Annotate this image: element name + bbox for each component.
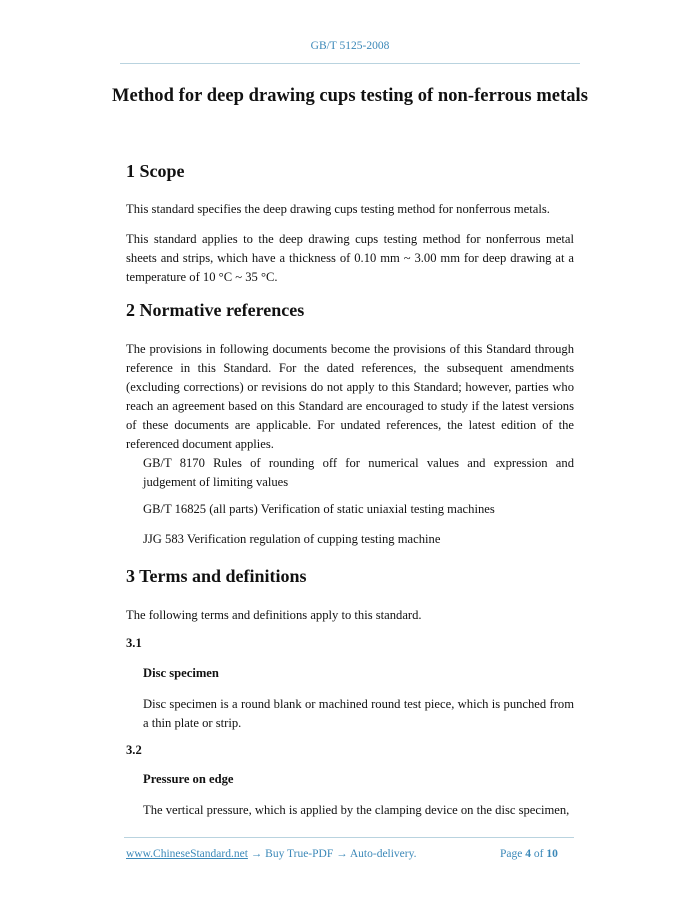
current-page: 4: [525, 848, 531, 860]
header-divider: [120, 63, 580, 64]
scope-paragraph-2: This standard applies to the deep drawing cups testing method for nonferrous metal sheets and strips, which have a thickness of 0.10 mm ~ 3.00 mm for deep drawing at a temperature of 10 °C ~ 35 °C.: [126, 232, 574, 284]
term-name: Pressure on edge: [143, 772, 234, 786]
term-number: 3.2: [126, 743, 142, 757]
buy-pdf-text: Buy True-PDF: [265, 848, 334, 860]
footer-divider: [124, 837, 574, 838]
page-label: Page: [500, 848, 523, 860]
header-standard-code: GB/T 5125-2008: [310, 40, 390, 52]
scope-paragraph-1: This standard specifies the deep drawing cups testing method for nonferrous metals.: [126, 202, 550, 216]
page-number: [500, 848, 558, 860]
reference-item: GB/T 8170 Rules of rounding off for numerical values and expression and judgement of limiting values: [143, 456, 574, 489]
section-heading-terms-definitions: 3 Terms and definitions: [126, 566, 307, 586]
reference-item: JJG 583 Verification regulation of cupping testing machine: [143, 532, 441, 546]
term-name: Disc specimen: [143, 666, 219, 680]
term-definition: Disc specimen is a round blank or machined round test piece, which is punched from a thin plate or strip.: [143, 697, 574, 730]
arrow-right-icon: →: [250, 848, 263, 860]
reference-item: GB/T 16825 (all parts) Verification of static uniaxial testing machines: [143, 502, 495, 516]
total-pages: 10: [546, 848, 558, 860]
website-link[interactable]: www.ChineseStandard.net: [126, 848, 248, 860]
term-definition: The vertical pressure, which is applied by the clamping device on the disc specimen,: [143, 803, 570, 817]
term-number: 3.1: [126, 636, 142, 650]
of-label: of: [533, 848, 544, 860]
section-heading-normative-references: 2 Normative references: [126, 300, 305, 320]
terms-intro-paragraph: The following terms and definitions apply to this standard.: [126, 608, 422, 622]
auto-delivery-text: Auto-delivery.: [349, 848, 417, 860]
footer-promo: [126, 848, 417, 860]
normative-references-paragraph: The provisions in following documents become the provisions of this Standard through reference in this Standard. For the dated references, the subsequent amendments (excluding corrections) or revisions do not apply to this Standard; however, parties who reach an agreement based on this Standard are encouraged to study if the latest versions of these documents are applicable. For undated references, the latest edition of the referenced document applies.: [126, 342, 574, 451]
document-title: Method for deep drawing cups testing of non-ferrous metals: [111, 86, 588, 106]
arrow-right-icon: →: [336, 848, 348, 860]
section-heading-scope: 1 Scope: [126, 161, 185, 181]
